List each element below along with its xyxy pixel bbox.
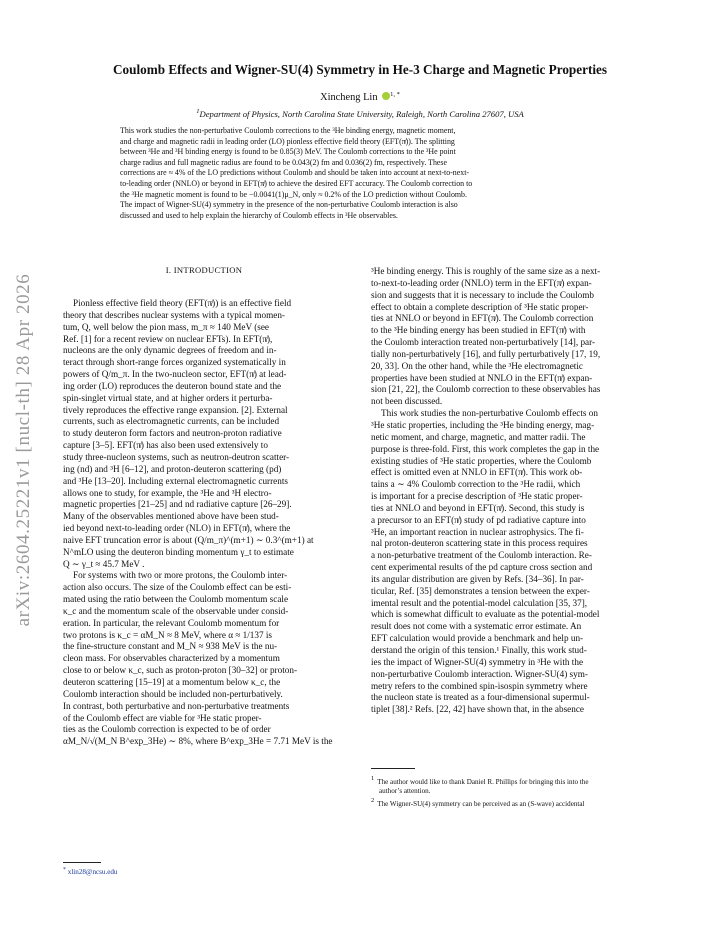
left-column-line: spin-singlet virtual state, and at higher orders it perturba-	[63, 392, 273, 403]
left-column-line: action also occurs. The size of the Coulomb effect can be esti-	[63, 582, 292, 593]
right-column-line: not been discussed.	[371, 396, 443, 407]
left-column-line: teract through short-range forces organized systematically in	[63, 357, 286, 368]
footnote-text: author’s attention.	[379, 787, 431, 796]
affiliation-mark: 1	[196, 108, 200, 115]
right-column-line: ³He binding energy. This is roughly of the same size as a next-	[371, 266, 601, 276]
left-column	[63, 298, 345, 748]
left-column-line: theory that describes nuclear systems with a typical momen-	[63, 309, 285, 320]
left-column-line: to study deuteron form factors and neutron-proton radiative	[63, 428, 282, 439]
footnotes-right	[371, 774, 653, 810]
footnote-rule-left	[63, 862, 101, 863]
left-column-line: κ_c and the momentum scale of the observable under consid-	[63, 605, 289, 616]
left-column-line: powers of Q/m_π. In the two-nucleon sector, EFT(π̸) at lead-	[63, 369, 287, 380]
left-column-line: allows one to study, for example, the ³He and ³H electro-	[63, 487, 272, 498]
right-column-line: result does not come with a systematic error estimate. An	[371, 621, 582, 632]
right-column-line: the Coulomb interaction treated non-perturbatively [14], par-	[371, 337, 596, 348]
right-column-line: netic moment, and charge, magnetic, and matter radii. The	[371, 431, 586, 442]
right-column-line: which is somewhat difficult to evaluate as the potential-model	[371, 609, 600, 620]
right-column-line: EFT calculation would provide a benchmark and help un-	[371, 633, 584, 644]
right-column-line: imental result and the potential-model calculation [35, 37],	[371, 597, 588, 608]
right-column-line: sion [21, 22], the Coulomb correction to these observables has	[371, 384, 601, 395]
affiliation	[60, 108, 660, 119]
right-column-line: existing studies of ³He static properties, where the Coulomb	[371, 455, 592, 466]
left-column-line: N^mLO using the deuteron binding momentum γ_t to estimate	[63, 546, 294, 557]
right-column-line: effect to obtain a complete description of ³He static proper-	[371, 301, 589, 312]
left-column-line: the fine-structure constant and M_N ≈ 938 MeV is the nu-	[63, 641, 278, 652]
left-column-line: nucleons are the only dynamic degrees of freedom and in-	[63, 345, 277, 356]
right-column-line: a precursor to an EFT(π̸) study of pd radiative capture into	[371, 514, 586, 525]
left-column-line: ing (nd) and ³H [6–12], and proton-deuteron scattering (pd)	[63, 463, 282, 474]
affiliation-text: Department of Physics, North Carolina State University, Raleigh, North Carolina 27607, USA	[199, 109, 524, 119]
footnote-rule-right	[371, 768, 415, 769]
email-footnote-mark: *	[63, 867, 66, 873]
right-column-line: tains a ∼ 4% Coulomb correction to the ³He radii, which	[371, 479, 581, 490]
right-column-line: the nucleon state is treated as a four-dimensional supermul-	[371, 692, 590, 703]
left-column-line: tively reproduces the effective range expansion. [2]. External	[63, 404, 288, 415]
right-column-line: purpose is three-fold. First, this work completes the gap in the	[371, 443, 600, 454]
author-line	[60, 91, 660, 103]
right-column-line: ³He static properties, including the ³He binding energy, mag-	[371, 419, 595, 430]
right-column-line: to-next-to-leading order (NNLO) term in the EFT(π̸) expan-	[371, 277, 592, 288]
right-column-line: to the ³He binding energy has been studied in EFT(π̸) with	[371, 325, 586, 336]
arxiv-id[interactable]: arXiv:2604.25221v1 [nucl-th] 28 Apr 2026	[13, 273, 34, 627]
left-column-line: tum, Q, well below the pion mass, m_π ≈ 140 MeV (see	[63, 321, 269, 332]
left-column-line: For systems with two or more protons, the Coulomb inter-	[73, 570, 288, 581]
left-column-line: cleon mass. For observables characterized by a momentum	[63, 653, 280, 664]
right-column-line: effect is omitted even at NNLO in EFT(π̸). This work ob-	[371, 467, 583, 478]
right-column-line: nal proton-deuteron scattering state in this process requires	[371, 538, 588, 549]
author-marks: 1, *	[390, 91, 400, 98]
author-email-link[interactable]: xlin28@ncsu.edu	[67, 868, 118, 876]
abstract-line: charge radius and full magnetic radius are found to be 0.043(2) fm and 0.036(2) fm, respectively. These	[120, 157, 447, 167]
abstract-line: The impact of Wigner-SU(4) symmetry in the presence of the non-perturbative Coulomb interaction is also	[120, 200, 458, 210]
author-name: Xincheng Lin	[320, 92, 378, 103]
right-column-line: metry refers to the combined spin-isospin symmetry where	[371, 680, 588, 691]
right-column-line: 20, 33]. On the other hand, while the ³He electromagnetic	[371, 360, 583, 371]
right-column-line: tially non-perturbatively [16], and fully perturbatively [17, 19,	[371, 348, 601, 359]
abstract-line: and charge and magnetic radii in leading order (LO) pionless effective field theory (EFT(π̸)). The splitting	[120, 136, 455, 146]
left-column-line: Coulomb interaction should be included non-perturbatively.	[63, 688, 283, 699]
left-column-line: two protons is κ_c = αM_N ≈ 8 MeV, where α ≈ 1/137 is	[63, 629, 273, 640]
right-column-line: is important for a precise description of ³He static proper-	[371, 491, 583, 502]
right-column-line: ticular, Ref. [35] demonstrates a tension between the exper-	[371, 585, 590, 596]
abstract-line: the ³He magnetic moment is found to be −0.0041(1)μ_N, only ≈ 0.2% of the LO prediction without Coulomb.	[120, 189, 467, 199]
footnote-mark: 1	[371, 775, 375, 782]
left-column-line: Pionless effective field theory (EFT(π̸)) is an effective field	[73, 298, 292, 308]
left-column-line: deuteron scattering [15–19] at a momentum below κ_c, the	[63, 677, 281, 687]
paper-title: Coulomb Effects and Wigner-SU(4) Symmetry in He-3 Charge and Magnetic Properties	[113, 62, 607, 77]
right-column-line: ties at NNLO or beyond in EFT(π̸). The Coulomb correction	[371, 313, 594, 324]
left-column-line: naive EFT truncation error is about (Q/m_π)^(m+1) ∼ 0.3^(m+1) at	[63, 534, 314, 545]
right-column-line: ties at NNLO and beyond in EFT(π̸). Second, this study is	[371, 502, 585, 513]
left-column-line: currents, such as electromagnetic currents, can be included	[63, 416, 280, 427]
right-column	[371, 266, 653, 716]
right-column-line: its angular distribution are given by Refs. [34–36]. In par-	[371, 573, 584, 584]
abstract-line: to-leading order (NNLO) or beyond in EFT(π̸) to achieve the desired EFT accuracy. The Coulomb correction to	[120, 178, 473, 188]
footnote-mark: 2	[371, 797, 375, 805]
footnote-text: The author would like to thank Daniel R. Phillips for bringing this into the	[377, 778, 589, 786]
footnote-text: The Wigner-SU(4) symmetry can be perceived as an (S-wave) accidental	[377, 800, 585, 809]
right-column-line: cent experimental results of the pd capture cross section and	[371, 562, 593, 573]
left-column-line: ties as the Coulomb correction is expected to be of order	[63, 724, 271, 735]
left-column-line: Many of the observables mentioned above have been stud-	[63, 511, 279, 522]
left-column-line: capture [3–5]. EFT(π̸) has also been used extensively to	[63, 440, 268, 451]
arxiv-stamp	[2, 220, 46, 680]
left-column-line: mated using the ratio between the Coulomb momentum scale	[63, 594, 289, 605]
right-column-line: ³He, an important reaction in nuclear astrophysics. The fi-	[371, 526, 584, 537]
left-column-line: Q ∼ γ_t ≈ 45.7 MeV .	[63, 558, 145, 569]
abstract-line: between ³He and ³H binding energy is found to be 0.85(3) MeV. The Coulomb corrections to the ³He point	[120, 147, 456, 157]
left-column-line: ied beyond next-to-leading order (NLO) in EFT(π̸), where the	[63, 523, 291, 534]
right-column-line: This work studies the non-perturbative Coulomb effects on	[381, 408, 598, 419]
right-column-line: non-perturbative Coulomb interaction. Wigner-SU(4) sym-	[371, 668, 588, 679]
abstract-line: This work studies the non-perturbative Coulomb corrections to the ³He binding energy, magnetic moment,	[120, 126, 456, 135]
footnote-line	[371, 787, 653, 796]
right-column-line: derstand the origin of this tension.¹ Finally, this work stud-	[371, 645, 587, 655]
abstract	[120, 126, 600, 221]
left-column-line: of the Coulomb effect are viable for ³He static proper-	[63, 712, 262, 723]
left-column-line: eration. In particular, the relevant Coulomb momentum for	[63, 617, 280, 628]
orcid-icon[interactable]	[382, 92, 390, 100]
left-column-line: study three-nucleon systems, such as neutron-deutron scatter-	[63, 451, 290, 462]
left-column-line: magnetic properties [21–25] and nd radiative capture [26–29].	[63, 499, 292, 510]
right-column-line: sion and suggests that it is necessary to include the Coulomb	[371, 289, 595, 300]
right-column-line: properties have been studied at NNLO in the EFT(π̸) expan-	[371, 372, 593, 383]
footnote-line	[371, 774, 653, 787]
left-column-line: and ³He [13–20]. Including external electromagnetic currents	[63, 475, 288, 486]
abstract-line: corrections are ≈ 4% of the LO predictions without Coulomb and should be taken into account at next-to-next-	[120, 168, 470, 178]
right-column-line: ies the impact of Wigner-SU(4) symmetry in ³He with the	[371, 656, 584, 667]
right-column-line: a non-peturbative treatment of the Coulomb interaction. Re-	[371, 550, 592, 561]
abstract-line: discussed and used to help explain the hierarchy of Coulomb effects in ³He observables.	[120, 210, 398, 220]
left-column-line: close to or below κ_c, such as proton-proton [30–32] or proton-	[63, 665, 298, 676]
footnote-line	[371, 796, 653, 809]
left-column-line: Ref. [1] for a recent review on nuclear EFTs). In EFT(π̸),	[63, 333, 273, 344]
right-column-line: tiplet [38].² Refs. [22, 42] have shown that, in the absence	[371, 704, 584, 715]
section-heading: I. INTRODUCTION	[165, 265, 243, 275]
left-column-line: ing order (LO) reproduces the deuteron bound state and the	[63, 380, 282, 391]
email-footnote	[63, 867, 117, 876]
left-column-line: In contrast, both perturbative and non-perturbative treatments	[63, 700, 290, 711]
left-column-line: αM_N/√(M_N B^exp_3He) ∼ 8%, where B^exp_3He = 7.71 MeV is the	[63, 736, 333, 747]
